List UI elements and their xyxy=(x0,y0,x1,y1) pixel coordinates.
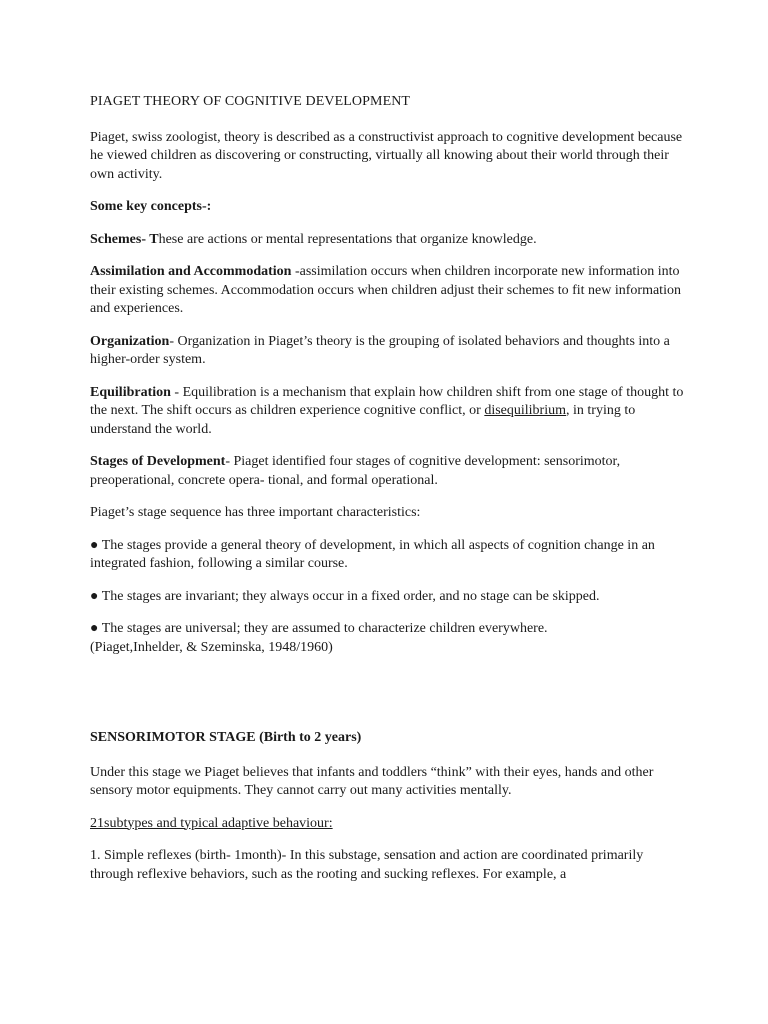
key-concepts-heading-text: Some key concepts-: xyxy=(90,199,212,214)
organization-term: Organization xyxy=(90,333,170,349)
subtypes-heading: 21subtypes and typical adaptive behaviour: xyxy=(90,815,333,831)
schemes-paragraph xyxy=(90,231,690,250)
assimilation-term: Assimilation and Accommodation xyxy=(90,264,292,279)
stages-text: - Piaget identified four stages of cognitive development: sensorimotor, preoperational, concrete opera- tional, and formal operational. xyxy=(90,454,621,488)
equilibration-text: - Equilibration is a mechanism that explain how children shift from one stage of thought to the next. The shift occurs as children experience cognitive conflict, or xyxy=(90,384,684,418)
assimilation-paragraph xyxy=(90,263,690,319)
bullet-item: ● The stages provide a general theory of development, in which all aspects of cognition change in an integrated fashion, following a similar course. xyxy=(90,537,655,571)
schemes-text: hese are actions or mental representations that organize knowledge. xyxy=(158,231,537,247)
organization-text: - Organization in Piaget’s theory is the grouping of isolated behaviors and thoughts into a higher-order system. xyxy=(90,333,670,367)
schemes-term: Schemes- T xyxy=(90,231,159,247)
intro-paragraph: Piaget, swiss zoologist, theory is described as a constructivist approach to cognitive development because he viewed children as discovering or constructing, virtually all knowing about their world through their own activity. xyxy=(90,129,683,182)
sensorimotor-heading: SENSORIMOTOR STAGE (Birth to 2 years) xyxy=(90,730,362,745)
disequilibrium-underlined: disequilibrium xyxy=(484,403,566,418)
document-title: PIAGET THEORY OF COGNITIVE DEVELOPMENT xyxy=(90,94,411,109)
equilibration-term: Equilibration xyxy=(90,384,171,400)
assimilation-text: -assimilation occurs when children incorporate new information into their existing schemes. Accommodation occurs when children adjust their schemes to fit new information and experiences. xyxy=(90,264,681,316)
sensorimotor-paragraph: Under this stage we Piaget believes that infants and toddlers “think” with their eyes, hands and other sensory motor equipments. They cannot carry out many activities mentally. xyxy=(90,764,654,798)
bullet-item: ● The stages are universal; they are assumed to characterize children everywhere. xyxy=(90,621,548,636)
equilibration-paragraph xyxy=(90,384,690,440)
key-concepts-heading xyxy=(90,198,690,217)
document-page xyxy=(90,93,690,898)
bullet-item: ● The stages are invariant; they always occur in a fixed order, and no stage can be skipped. xyxy=(90,588,600,604)
organization-paragraph xyxy=(90,333,690,370)
stages-paragraph xyxy=(90,453,690,490)
citation: (Piaget,Inhelder, & Szeminska, 1948/1960) xyxy=(90,639,333,655)
characteristics-intro: Piaget’s stage sequence has three important characteristics: xyxy=(90,505,421,520)
equilibration-text-after: , in trying to understand the world. xyxy=(90,403,636,437)
simple-reflexes-paragraph: 1. Simple reflexes (birth- 1month)- In this substage, sensation and action are coordinated primarily through reflexive behaviors, such as the rooting and sucking reflexes. For example, a xyxy=(90,848,644,882)
stages-term: Stages of Development xyxy=(90,454,226,469)
